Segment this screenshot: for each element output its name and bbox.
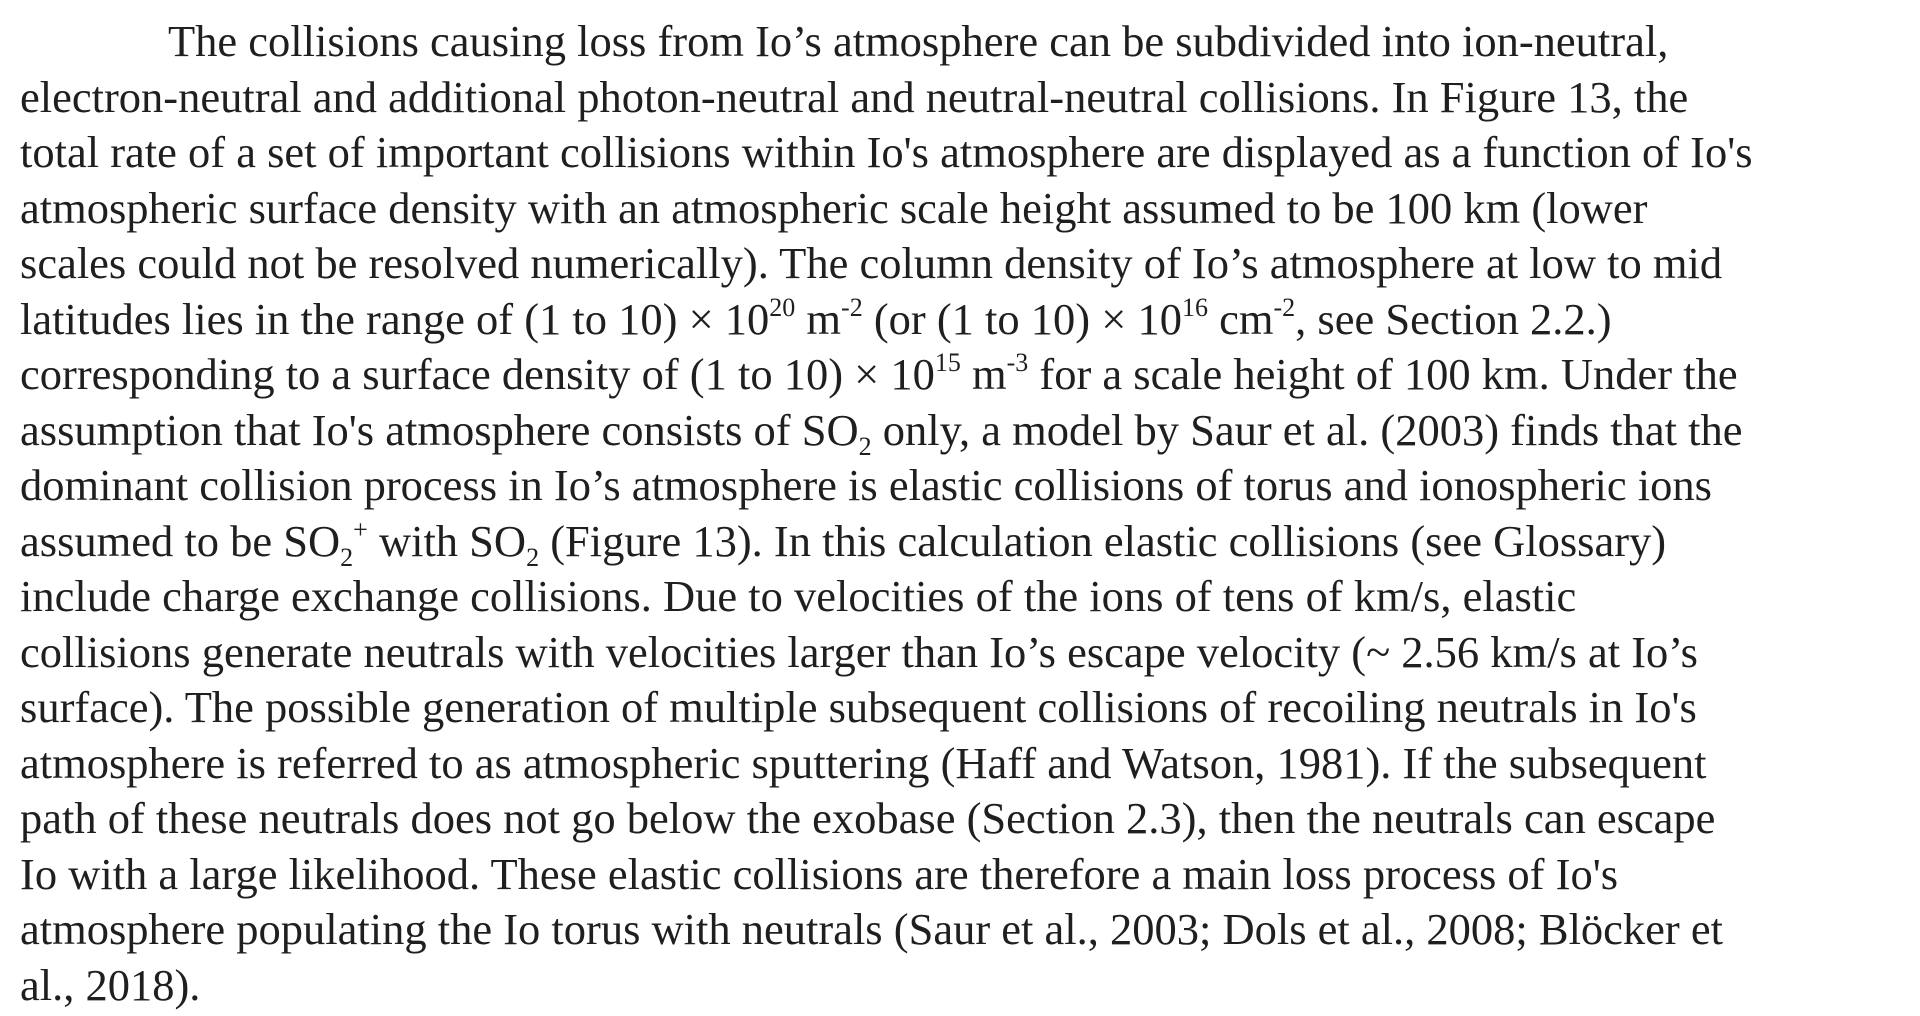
text-line: path of these neutrals does not go below the exobase (Section 2.3), then the neutrals can escape [20,793,1716,843]
text-line: Io with a large likelihood. These elastic collisions are therefore a main loss process of Io's [20,848,1619,899]
text-run: for a scale height of 100 km. Under the [1028,349,1738,399]
text-line: collisions generate neutrals with velocities larger than Io’s escape velocity (~ 2.56 km/s at Io’s [20,626,1698,677]
text-line: include charge exchange collisions. Due to velocities of the ions of tens of km/s, elastic [20,571,1577,621]
text-line: atmosphere populating the Io torus with neutrals (Saur et al., 2003; Dols et al., 2008; Blöcker et [20,904,1723,954]
text-line: The collisions causing loss from Io’s atmosphere can be subdivided into ion-neutral, [168,16,1669,66]
text-run: assumption that Io's atmosphere consists of SO [20,404,859,455]
text-run: m [960,349,1007,399]
subscript: 2 [858,431,872,461]
text-run: , see Section 2.2.) [1295,293,1612,344]
superscript: -3 [1006,348,1029,377]
text-run: assumed to be SO [20,515,341,566]
text-run: (Figure 13). In this calculation elastic collisions (see Glossary) [539,515,1667,566]
superscript: 16 [1181,292,1208,322]
text-run: only, a model by Saur et al. (2003) finds that the [871,404,1743,455]
superscript: -2 [841,292,863,322]
text-run: (or (1 to 10) × 10 [862,293,1182,344]
text-line [20,347,1920,403]
text-line: atmosphere is referred to as atmospheric sputtering (Haff and Watson, 1981). If the subsequent [20,737,1707,788]
text-line [20,292,1920,348]
text-line: total rate of a set of important collisions within Io's atmosphere are displayed as a function of Io's [20,127,1753,177]
text-line: surface). The possible generation of multiple subsequent collisions of recoiling neutrals in Io's [20,682,1697,732]
text-line [20,514,1920,570]
text-run: m [795,293,842,344]
text-run: latitudes lies in the range of (1 to 10) × 10 [20,293,770,344]
text-line [20,403,1920,459]
text-run: with SO [367,515,527,566]
text-line: al., 2018). [20,959,201,1010]
text-line: dominant collision process in Io’s atmosphere is elastic collisions of torus and ionospheric ions [20,460,1712,510]
text-line: scales could not be resolved numerically). The column density of Io’s atmosphere at low to mid [20,238,1723,288]
subscript: 2 [340,542,354,572]
text-line: atmospheric surface density with an atmospheric scale height assumed to be 100 km (lower [20,182,1648,233]
superscript: + [353,514,368,544]
subscript: 2 [526,542,540,572]
superscript: 15 [934,348,961,377]
body-paragraph [20,14,1920,1013]
superscript: 20 [769,292,796,322]
superscript: -2 [1273,292,1296,322]
text-run: cm [1207,293,1274,344]
text-run: corresponding to a surface density of (1 to 10) × 10 [20,349,935,399]
text-line: electron-neutral and additional photon-neutral and neutral-neutral collisions. In Figure 13, the [20,71,1689,122]
